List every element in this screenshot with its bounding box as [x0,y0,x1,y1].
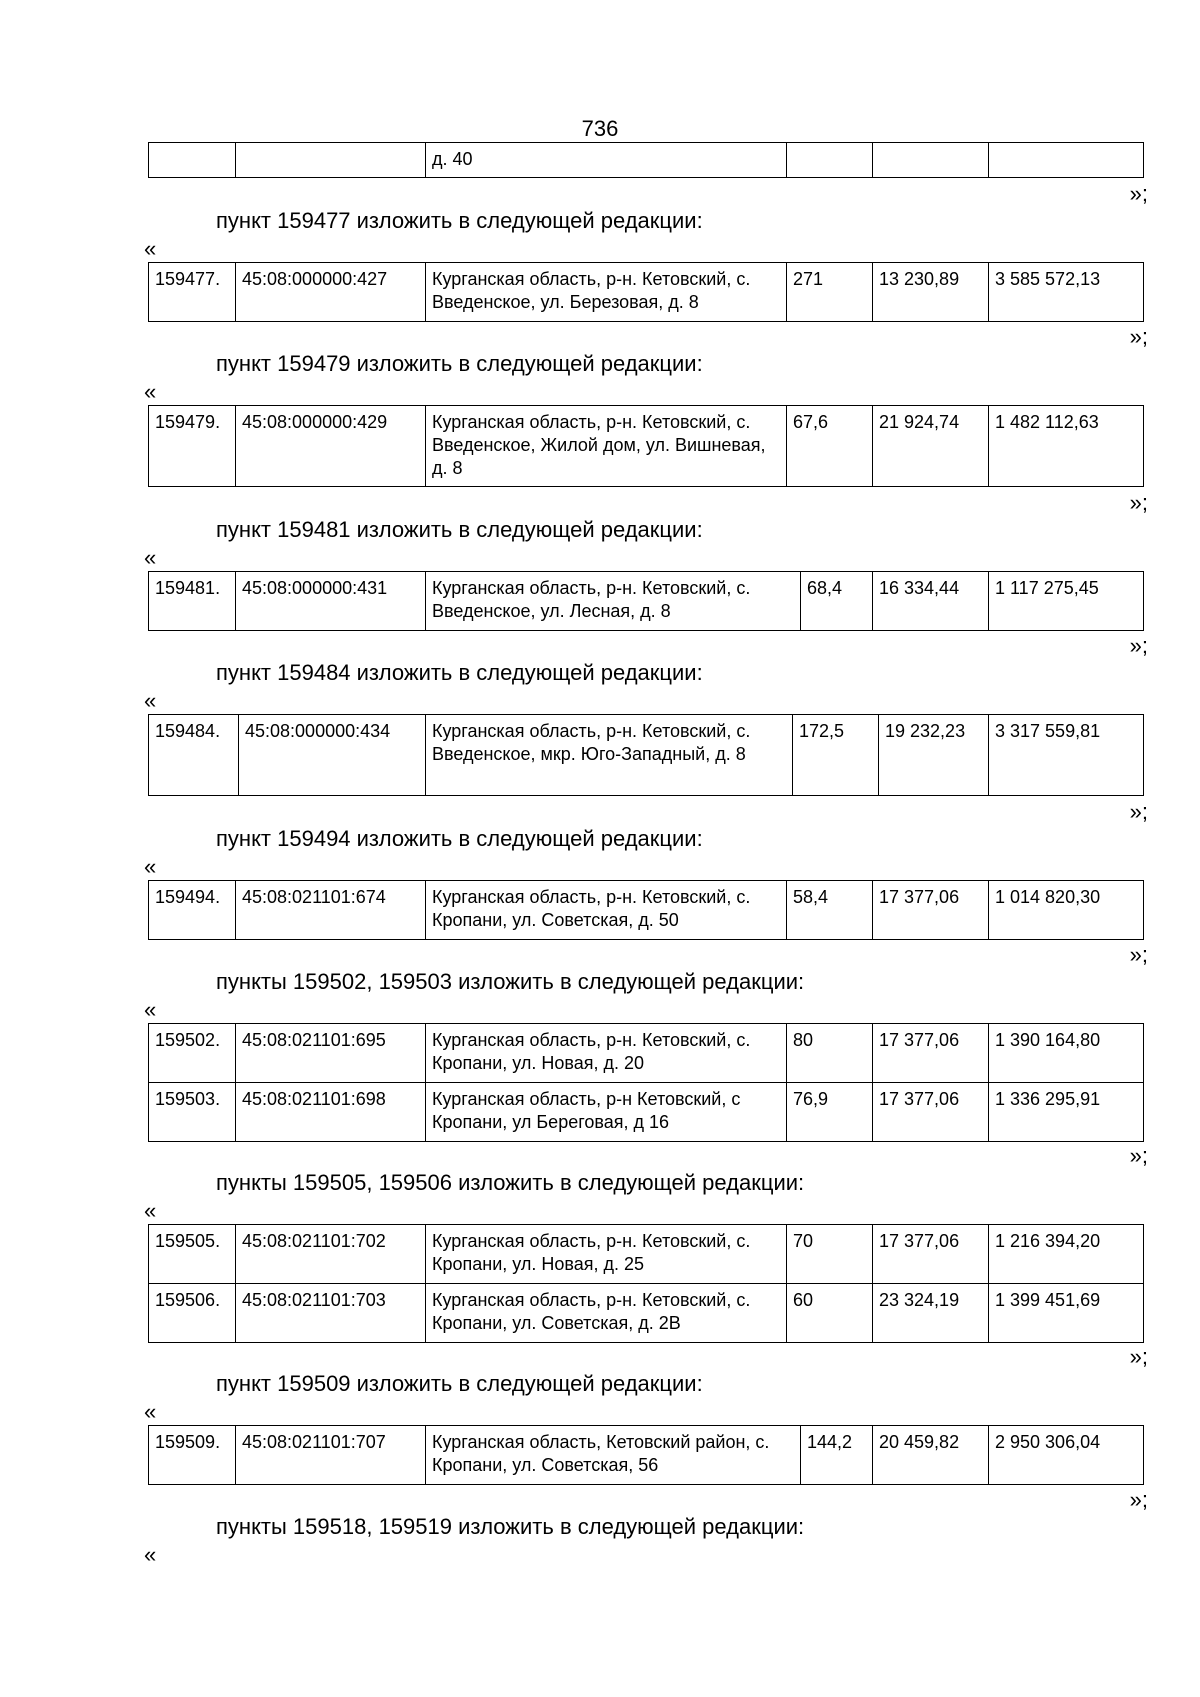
cell-address: Курганская область, Кетовский район, с. Кропани, ул. Советская, 56 [426,1426,801,1485]
cell-cadastral: 45:08:021101:698 [236,1083,426,1142]
cell-num: 159484. [149,715,239,796]
open-quote: « [144,1399,157,1424]
cell-num: 159502. [149,1024,236,1083]
cell-address: Курганская область, р-н. Кетовский, с. Введенское, ул. Березовая, д. 8 [426,263,787,322]
close-quote: »; [1129,942,1148,967]
cell-address: д. 40 [426,143,787,178]
section-instruction: пункт 159494 изложить в следующей редакции: [216,826,703,851]
section-instruction: пункты 159505, 159506 изложить в следующей редакции: [216,1170,805,1195]
cell-address: Курганская область, р-н. Кетовский, с. Кропани, ул. Новая, д. 20 [426,1024,787,1083]
cell-area [787,143,873,178]
open-quote: « [144,1198,157,1223]
cell-area: 60 [787,1284,873,1343]
table-row [149,263,1144,322]
section-table [148,880,1144,940]
table-row [149,572,1144,631]
section-instruction: пункт 159481 изложить в следующей редакции: [216,517,703,542]
close-quote: »; [1129,1487,1148,1512]
cell-cadastral: 45:08:021101:707 [236,1426,426,1485]
cell-value: 1 482 112,63 [989,406,1144,487]
cell-num: 159506. [149,1284,236,1343]
section-table [148,714,1144,796]
table-row [149,715,1144,796]
cell-value: 1 399 451,69 [989,1284,1144,1343]
cell-cadastral [236,143,426,178]
cell-cadastral: 45:08:021101:702 [236,1225,426,1284]
cell-value: 1 390 164,80 [989,1024,1144,1083]
open-quote: « [144,545,157,570]
close-quote: »; [1129,1143,1148,1168]
cell-rate: 21 924,74 [873,406,989,487]
open-quote: « [144,379,157,404]
cell-area: 70 [787,1225,873,1284]
cell-rate: 13 230,89 [873,263,989,322]
cell-value: 2 950 306,04 [989,1426,1144,1485]
section-instruction: пункт 159479 изложить в следующей редакции: [216,351,703,376]
cell-value: 3 585 572,13 [989,263,1144,322]
open-quote: « [144,688,157,713]
cell-area: 144,2 [801,1426,873,1485]
cell-rate: 17 377,06 [873,1225,989,1284]
section-table [148,1023,1144,1142]
section-table [148,262,1144,322]
cell-rate: 17 377,06 [873,1024,989,1083]
cell-address: Курганская область, р-н. Кетовский, с. Введенское, ул. Лесная, д. 8 [426,572,801,631]
cell-value: 1 014 820,30 [989,881,1144,940]
close-quote: »; [1129,799,1148,824]
close-quote: »; [1129,1344,1148,1369]
table-row [149,1284,1144,1343]
cell-num: 159503. [149,1083,236,1142]
cell-num: 159479. [149,406,236,487]
cell-cadastral: 45:08:000000:434 [239,715,426,796]
cell-cadastral: 45:08:021101:703 [236,1284,426,1343]
cell-cadastral: 45:08:000000:429 [236,406,426,487]
cell-cadastral: 45:08:021101:674 [236,881,426,940]
open-quote: « [144,997,157,1022]
section-instruction: пункты 159502, 159503 изложить в следующей редакции: [216,969,805,994]
cell-value [989,143,1144,178]
cell-rate: 17 377,06 [873,881,989,940]
section-table [148,571,1144,631]
cell-address: Курганская область, р-н. Кетовский, с. Введенское, мкр. Юго-Западный, д. 8 [426,715,793,796]
section-table [148,1425,1144,1485]
table-row [149,143,1144,178]
section-instruction: пункт 159477 изложить в следующей редакции: [216,208,703,233]
cell-area: 271 [787,263,873,322]
cell-address: Курганская область, р-н Кетовский, с Кропани, ул Береговая, д 16 [426,1083,787,1142]
cell-rate: 23 324,19 [873,1284,989,1343]
cell-num: 159477. [149,263,236,322]
cell-cadastral: 45:08:021101:695 [236,1024,426,1083]
table-row [149,406,1144,487]
open-quote: « [144,1542,157,1567]
section-table [148,405,1144,487]
close-quote: »; [1129,633,1148,658]
cell-num [149,143,236,178]
cell-value: 1 117 275,45 [989,572,1144,631]
open-quote: « [144,236,157,261]
cell-cadastral: 45:08:000000:431 [236,572,426,631]
cell-num: 159509. [149,1426,236,1485]
cell-area: 80 [787,1024,873,1083]
continuation-table [148,142,1144,178]
section-instruction: пункты 159518, 159519 изложить в следующей редакции: [216,1514,805,1539]
cell-area: 67,6 [787,406,873,487]
section-instruction: пункт 159509 изложить в следующей редакции: [216,1371,703,1396]
cell-rate: 17 377,06 [873,1083,989,1142]
table-row [149,1083,1144,1142]
cell-address: Курганская область, р-н. Кетовский, с. Кропани, ул. Новая, д. 25 [426,1225,787,1284]
table-row [149,1225,1144,1284]
cell-address: Курганская область, р-н. Кетовский, с. Кропани, ул. Советская, д. 50 [426,881,787,940]
close-quote: »; [1129,181,1148,206]
cell-num: 159481. [149,572,236,631]
cell-num: 159505. [149,1225,236,1284]
cell-value: 1 216 394,20 [989,1225,1144,1284]
section-instruction: пункт 159484 изложить в следующей редакции: [216,660,703,685]
cell-area: 172,5 [793,715,879,796]
cell-rate: 19 232,23 [879,715,989,796]
page-number: 736 [581,116,619,141]
table-row [149,1426,1144,1485]
close-quote: »; [1129,490,1148,515]
cell-area: 58,4 [787,881,873,940]
cell-area: 76,9 [787,1083,873,1142]
cell-value: 1 336 295,91 [989,1083,1144,1142]
cell-area: 68,4 [801,572,873,631]
section-table [148,1224,1144,1343]
table-row [149,1024,1144,1083]
cell-address: Курганская область, р-н. Кетовский, с. Кропани, ул. Советская, д. 2В [426,1284,787,1343]
close-quote: »; [1129,324,1148,349]
cell-rate: 20 459,82 [873,1426,989,1485]
cell-address: Курганская область, р-н. Кетовский, с. Введенское, Жилой дом, ул. Вишневая, д. 8 [426,406,787,487]
cell-num: 159494. [149,881,236,940]
open-quote: « [144,854,157,879]
table-row [149,881,1144,940]
cell-rate: 16 334,44 [873,572,989,631]
cell-rate [873,143,989,178]
cell-cadastral: 45:08:000000:427 [236,263,426,322]
cell-value: 3 317 559,81 [989,715,1144,796]
